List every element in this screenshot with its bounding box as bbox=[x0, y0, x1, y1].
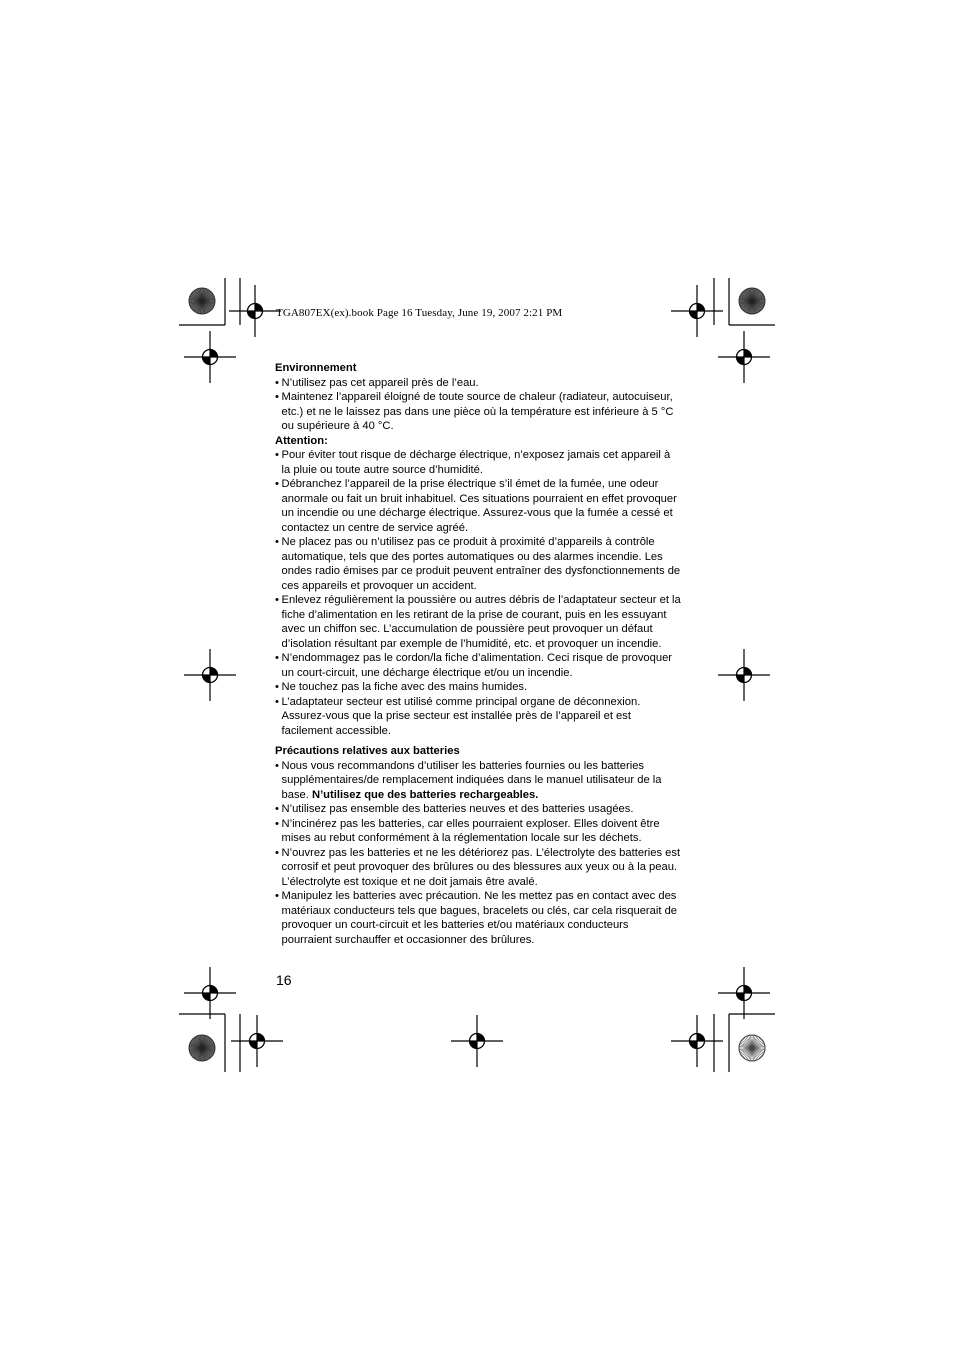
list-item-text: Nous vous recommandons d’utiliser les batteries fournies ou les batteries supplémentaires/de remplacement indiquées dans le manuel utilisateur de la base. bbox=[281, 759, 662, 801]
registration-quadrant bbox=[257, 1034, 265, 1042]
registration-quadrant bbox=[203, 357, 211, 365]
list-item: • N’incinérez pas les batteries, car elles pourraient exploser. Elles doivent être mises au rebut conformément à la réglementation locale sur les déchets. bbox=[275, 817, 681, 846]
registration-quadrant bbox=[477, 1034, 485, 1042]
registration-quadrant bbox=[744, 350, 752, 358]
list-item: • Débranchez l’appareil de la prise électrique s’il émet de la fumée, une odeur anormale ou fait un bruit inhabituel. Ces situations pourraient en effet provoquer un incendie ou une décharge électrique. Assurez-vous que la fumée a cessé et contactez un centre de service agréé. bbox=[275, 477, 681, 535]
list-item: • N’utilisez pas ensemble des batteries neuves et des batteries usagées. bbox=[275, 802, 681, 817]
registration-quadrant bbox=[210, 350, 218, 358]
list-item: • N’endommagez pas le cordon/la fiche d’alimentation. Ceci risque de provoquer un court-circuit, une décharge électrique et/ou un incendie. bbox=[275, 651, 681, 680]
registration-quadrant bbox=[744, 668, 752, 676]
registration-quadrant bbox=[210, 986, 218, 994]
registration-quadrant bbox=[255, 304, 263, 312]
registration-quadrant bbox=[697, 304, 705, 312]
list-item: • L’adaptateur secteur est utilisé comme principal organe de déconnexion. Assurez-vous que la prise secteur est installée près de l’appareil et est facilement accessible. bbox=[275, 695, 681, 739]
list-item: • Maintenez l’appareil éloigné de toute source de chaleur (radiateur, autocuiseur, etc.) et ne le laissez pas dans une pièce où la température est inférieure à 5 °C ou supérieure à 40 °C. bbox=[275, 390, 681, 434]
list-item: • Ne placez pas ou n’utilisez pas ce produit à proximité d’appareils à contrôle automatique, tels que des portes automatiques ou des alarmes incendie. Les ondes radio émises par ce produit peuvent entraîner des dysfonctionnements de ces appareils et provoquer un accident. bbox=[275, 535, 681, 593]
registration-quadrant bbox=[690, 311, 698, 319]
registration-quadrant bbox=[737, 357, 745, 365]
registration-quadrant bbox=[690, 1041, 698, 1049]
registration-quadrant bbox=[744, 986, 752, 994]
registration-quadrant bbox=[210, 668, 218, 676]
registration-quadrant bbox=[737, 993, 745, 1001]
registration-quadrant bbox=[697, 1034, 705, 1042]
section-title-attention: Attention: bbox=[275, 434, 328, 447]
list-item: • Manipulez les batteries avec précaution. Ne les mettez pas en contact avec des matériaux conducteurs tels que bagues, bracelets ou clés, car cela risquerait de provoquer un court-circuit et les batteries et/ou matériaux conducteurs pourraient surchauffer et occasionner des brûlures. bbox=[275, 889, 681, 947]
list-item-emphasis: N’utilisez que des batteries rechargeables. bbox=[311, 788, 539, 801]
list-item: • Ne touchez pas la fiche avec des mains humides. bbox=[275, 680, 681, 695]
registration-quadrant bbox=[737, 675, 745, 683]
section-title-environment: Environnement bbox=[275, 362, 357, 374]
registration-quadrant bbox=[203, 993, 211, 1001]
list-item: • Enlevez régulièrement la poussière ou autres débris de l’adaptateur secteur et la fiche d’alimentation en les retirant de la prise de courant, puis en les essuyant avec un chiffon sec. L’accumulation de poussière peut provoquer un défaut d’isolation résultant par exemple de l’humidité, etc. et provoquer un incendie. bbox=[275, 593, 681, 651]
batteries-list bbox=[275, 759, 681, 948]
registration-quadrant bbox=[248, 311, 256, 319]
page-number: 16 bbox=[276, 972, 292, 988]
registration-quadrant bbox=[470, 1041, 478, 1049]
list-item: • N’utilisez pas cet appareil près de l’eau. bbox=[275, 376, 681, 391]
list-item bbox=[275, 759, 681, 803]
page-content bbox=[275, 361, 681, 947]
list-item: • Pour éviter tout risque de décharge électrique, n’exposez jamais cet appareil à la pluie ou toute autre source d’humidité. bbox=[275, 448, 681, 477]
environment-list bbox=[275, 376, 681, 434]
attention-list bbox=[275, 448, 681, 738]
section-title-batteries: Précautions relatives aux batteries bbox=[275, 745, 460, 757]
registration-quadrant bbox=[203, 675, 211, 683]
print-header: TGA807EX(ex).book Page 16 Tuesday, June 19, 2007 2:21 PM bbox=[276, 307, 563, 319]
registration-quadrant bbox=[250, 1041, 258, 1049]
list-item: • N’ouvrez pas les batteries et ne les détériorez pas. L’électrolyte des batteries est corrosif et peut provoquer des brûlures ou des blessures aux yeux ou à la peau. L’électrolyte est toxique et ne doit jamais être avalé. bbox=[275, 846, 681, 890]
